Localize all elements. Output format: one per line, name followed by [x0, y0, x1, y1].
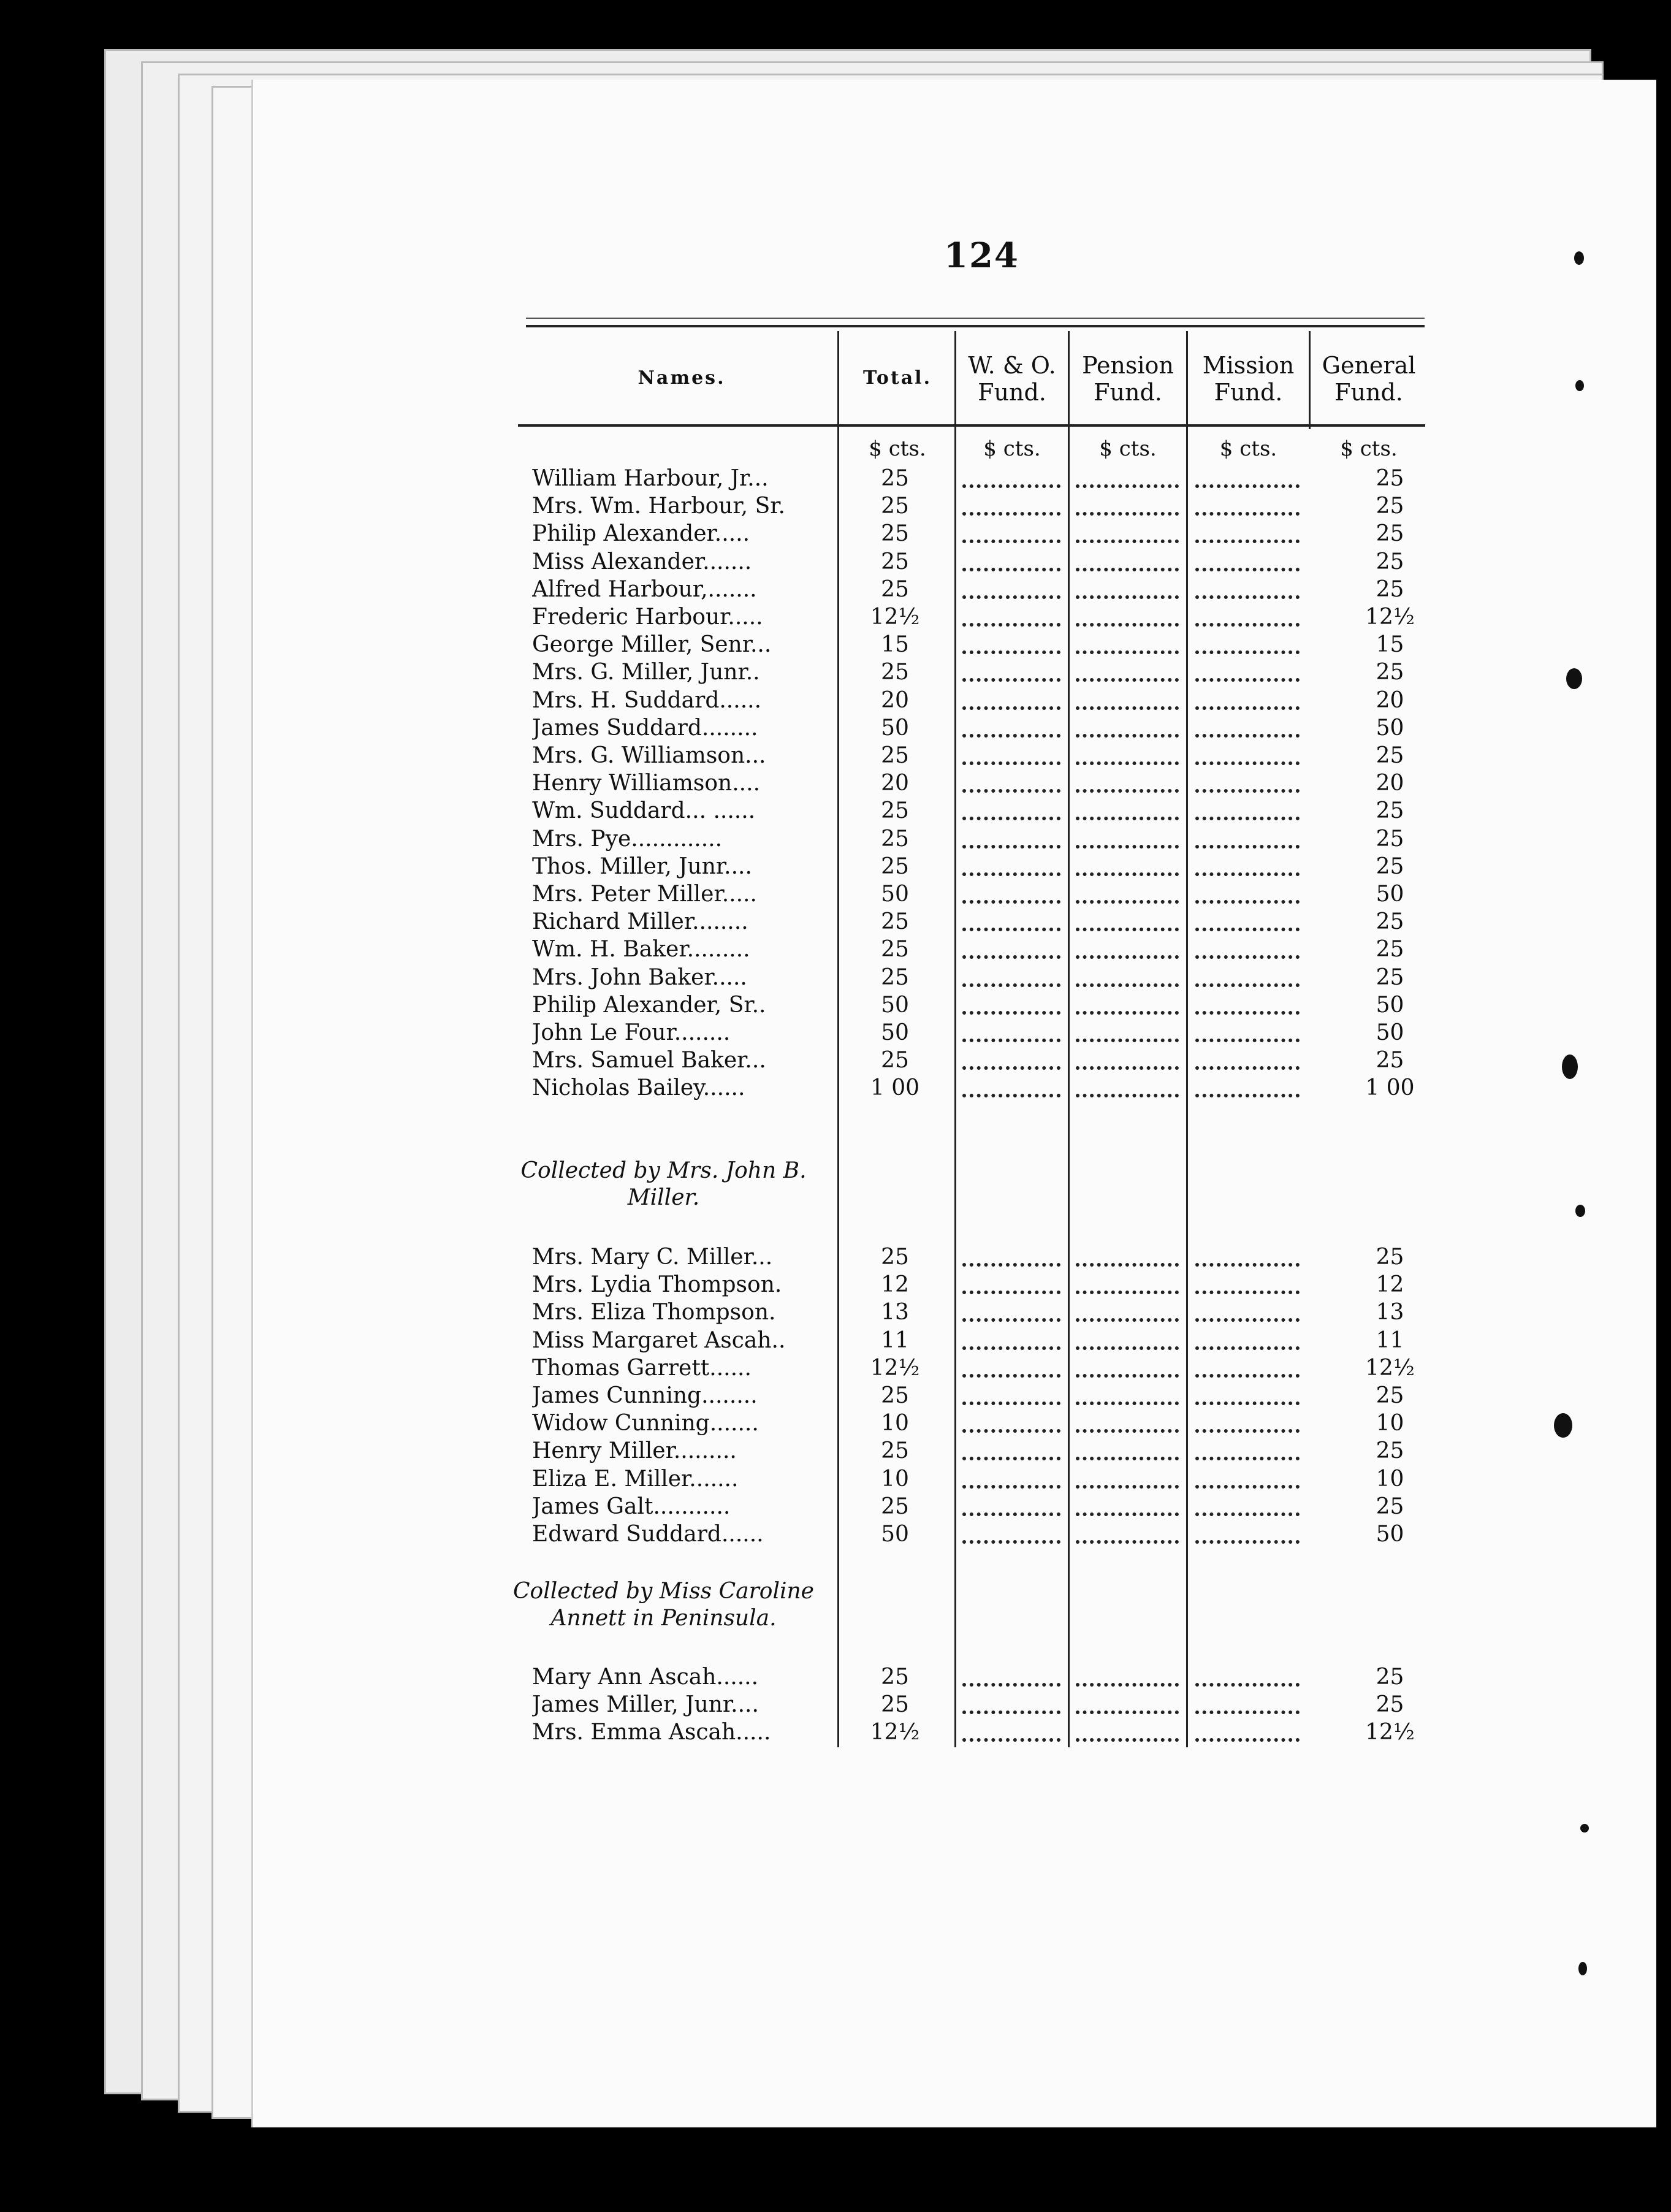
leader-dots: [962, 983, 1060, 987]
row-general: 12½: [1365, 1356, 1415, 1381]
leader-dots: [1195, 872, 1300, 876]
row-name: Mrs. John Baker.....: [532, 965, 747, 990]
row-total: 25: [881, 1245, 909, 1270]
leader-dots: [962, 1402, 1060, 1405]
leader-dots: [1076, 540, 1179, 543]
leader-dots: [1076, 706, 1179, 710]
row-total: 25: [881, 466, 909, 491]
leader-dots: [1195, 1039, 1300, 1042]
row-total: 25: [881, 1665, 909, 1690]
row-general: 50: [1376, 1020, 1404, 1045]
page-number: 124: [944, 235, 1019, 276]
leader-dots: [962, 1512, 1060, 1516]
scan-speck: [1562, 1055, 1578, 1079]
leader-dots: [1076, 1512, 1179, 1516]
leader-dots: [962, 817, 1060, 820]
row-total: 13: [881, 1300, 909, 1325]
header-mission-fund: [1188, 352, 1309, 406]
row-general: 12: [1376, 1272, 1404, 1297]
scan-speck: [1554, 1413, 1572, 1438]
leader-dots: [962, 1066, 1060, 1070]
leader-dots: [1076, 1374, 1179, 1378]
row-general: 12½: [1365, 1720, 1415, 1745]
leader-dots: [1195, 623, 1300, 627]
leader-dots: [962, 928, 1060, 931]
row-name: Alfred Harbour,.......: [532, 577, 757, 602]
leader-dots: [1076, 512, 1179, 516]
row-name: James Galt...........: [532, 1494, 731, 1519]
leader-dots: [1195, 512, 1300, 516]
header-general-fund-line1: General: [1322, 352, 1416, 379]
row-total: 25: [881, 1048, 909, 1073]
header-general-fund: [1311, 352, 1427, 406]
leader-dots: [1195, 678, 1300, 682]
row-general: 20: [1376, 771, 1404, 796]
row-name: George Miller, Senr...: [532, 632, 772, 657]
row-name: Richard Miller........: [532, 909, 748, 934]
header-mission-fund-line1: Mission: [1202, 352, 1295, 379]
row-total: 12½: [870, 1356, 920, 1381]
row-total: 25: [881, 1692, 909, 1717]
leader-dots: [1076, 817, 1179, 820]
leader-dots: [962, 1429, 1060, 1433]
leader-dots: [1076, 872, 1179, 876]
leader-dots: [962, 706, 1060, 710]
leader-dots: [1076, 568, 1179, 571]
leader-dots: [962, 845, 1060, 849]
leader-dots: [962, 678, 1060, 682]
leader-dots: [1076, 595, 1179, 599]
row-total: 25: [881, 743, 909, 768]
collector-note-2: [497, 1578, 831, 1632]
row-total: 25: [881, 1494, 909, 1519]
leader-dots: [1076, 484, 1179, 488]
row-general: 25: [1376, 798, 1404, 823]
leader-dots: [962, 1318, 1060, 1322]
row-total: 25: [881, 965, 909, 990]
leader-dots: [962, 900, 1060, 904]
leader-dots: [1076, 955, 1179, 959]
leader-dots: [1076, 1094, 1179, 1097]
row-general: 25: [1376, 1438, 1404, 1463]
column-rule: [1186, 331, 1188, 1747]
scan-speck: [1575, 380, 1584, 391]
row-name: William Harbour, Jr...: [532, 466, 769, 491]
row-total: 20: [881, 688, 909, 713]
unit-mission: $ cts.: [1219, 437, 1277, 461]
leader-dots: [1195, 900, 1300, 904]
leader-dots: [1076, 650, 1179, 654]
unit-general: $ cts.: [1340, 437, 1398, 461]
row-total: 50: [881, 993, 909, 1018]
header-pension-fund-line2: Fund.: [1094, 379, 1162, 406]
row-general: 11: [1376, 1328, 1404, 1353]
leader-dots: [1195, 1402, 1300, 1405]
row-name: Philip Alexander.....: [532, 521, 750, 546]
row-total: 12½: [870, 1720, 920, 1745]
leader-dots: [1076, 789, 1179, 793]
leader-dots: [962, 872, 1060, 876]
leader-dots: [1076, 761, 1179, 765]
leader-dots: [962, 1457, 1060, 1460]
row-total: 25: [881, 521, 909, 546]
leader-dots: [1195, 1485, 1300, 1489]
row-name: Frederic Harbour.....: [532, 604, 763, 630]
leader-dots: [1195, 789, 1300, 793]
leader-dots: [962, 1263, 1060, 1267]
row-name: Thos. Miller, Junr....: [532, 854, 752, 879]
leader-dots: [962, 650, 1060, 654]
scan-speck: [1580, 1824, 1589, 1833]
leader-dots: [962, 512, 1060, 516]
leader-dots: [1195, 1512, 1300, 1516]
row-general: 1 00: [1365, 1075, 1415, 1100]
row-name: Henry Miller.........: [532, 1438, 737, 1463]
top-rule: [526, 318, 1425, 319]
row-name: Mrs. Peter Miller.....: [532, 882, 757, 907]
leader-dots: [1195, 1291, 1300, 1294]
row-general: 25: [1376, 743, 1404, 768]
leader-dots: [1195, 845, 1300, 849]
leader-dots: [1195, 955, 1300, 959]
leader-dots: [1076, 900, 1179, 904]
leader-dots: [1195, 568, 1300, 571]
row-name: Eliza E. Miller.......: [532, 1466, 739, 1492]
leader-dots: [1195, 1429, 1300, 1433]
leader-dots: [1195, 734, 1300, 738]
row-name: Widow Cunning.......: [532, 1411, 759, 1436]
leader-dots: [962, 955, 1060, 959]
collector-note-2-line1: Collected by Miss Caroline: [513, 1579, 814, 1604]
leader-dots: [962, 568, 1060, 571]
leader-dots: [1076, 1485, 1179, 1489]
leader-dots: [1195, 706, 1300, 710]
leader-dots: [1076, 1318, 1179, 1322]
header-pension-fund: [1070, 352, 1186, 406]
header-mission-fund-line2: Fund.: [1214, 379, 1283, 406]
header-wo-fund-line2: Fund.: [978, 379, 1046, 406]
leader-dots: [1076, 1263, 1179, 1267]
row-name: Wm. Suddard... ......: [532, 798, 756, 823]
row-general: 25: [1376, 549, 1404, 574]
row-name: Mrs. G. Williamson...: [532, 743, 766, 768]
leader-dots: [1195, 1011, 1300, 1015]
row-total: 50: [881, 1020, 909, 1045]
header-pension-fund-line1: Pension: [1082, 352, 1174, 379]
leader-dots: [962, 1374, 1060, 1378]
leader-dots: [1195, 1263, 1300, 1267]
row-total: 25: [881, 909, 909, 934]
row-general: 25: [1376, 1245, 1404, 1270]
row-name: Mrs. Samuel Baker...: [532, 1048, 766, 1073]
leader-dots: [1076, 623, 1179, 627]
leader-dots: [1076, 1738, 1179, 1742]
row-total: 50: [881, 882, 909, 907]
leader-dots: [962, 1291, 1060, 1294]
row-general: 25: [1376, 826, 1404, 852]
row-general: 25: [1376, 854, 1404, 879]
leader-dots: [962, 734, 1060, 738]
leader-dots: [1195, 983, 1300, 987]
row-general: 25: [1376, 466, 1404, 491]
row-total: 15: [881, 632, 909, 657]
row-total: 10: [881, 1411, 909, 1436]
row-total: 25: [881, 549, 909, 574]
row-total: 20: [881, 771, 909, 796]
row-name: Mrs. H. Suddard......: [532, 688, 762, 713]
leader-dots: [1076, 1429, 1179, 1433]
leader-dots: [1195, 1346, 1300, 1350]
column-rule: [954, 331, 956, 1747]
row-general: 25: [1376, 937, 1404, 962]
unit-pension: $ cts.: [1099, 437, 1157, 461]
header-total: Total.: [862, 367, 932, 389]
row-total: 25: [881, 660, 909, 685]
row-name: Mary Ann Ascah......: [532, 1665, 759, 1690]
row-general: 50: [1376, 882, 1404, 907]
row-general: 13: [1376, 1300, 1404, 1325]
row-total: 11: [881, 1328, 909, 1353]
row-total: 25: [881, 798, 909, 823]
leader-dots: [962, 540, 1060, 543]
row-total: 25: [881, 854, 909, 879]
leader-dots: [1076, 678, 1179, 682]
unit-wo: $ cts.: [983, 437, 1041, 461]
leader-dots: [1195, 595, 1300, 599]
row-name: James Cunning........: [532, 1383, 758, 1408]
row-name: Wm. H. Baker.........: [532, 937, 750, 962]
leader-dots: [1195, 1457, 1300, 1460]
row-name: James Miller, Junr....: [532, 1692, 759, 1717]
leader-dots: [962, 623, 1060, 627]
row-total: 10: [881, 1466, 909, 1492]
row-general: 25: [1376, 660, 1404, 685]
row-total: 1 00: [870, 1075, 920, 1100]
row-name: Miss Margaret Ascah..: [532, 1328, 786, 1353]
leader-dots: [962, 1346, 1060, 1350]
leader-dots: [1076, 734, 1179, 738]
row-general: 25: [1376, 577, 1404, 602]
row-general: 15: [1376, 632, 1404, 657]
leader-dots: [962, 1738, 1060, 1742]
scan-border: [1656, 0, 1671, 2212]
leader-dots: [1195, 1094, 1300, 1097]
scan-speck: [1566, 668, 1582, 689]
row-name: Nicholas Bailey......: [532, 1075, 745, 1100]
row-general: 25: [1376, 1494, 1404, 1519]
column-rule: [1068, 331, 1070, 1747]
row-total: 25: [881, 577, 909, 602]
leader-dots: [1195, 1318, 1300, 1322]
leader-dots: [962, 1683, 1060, 1687]
leader-dots: [1076, 1710, 1179, 1714]
leader-dots: [962, 1011, 1060, 1015]
row-total: 25: [881, 937, 909, 962]
collector-note-1-line2: Miller.: [627, 1185, 700, 1210]
leader-dots: [1076, 845, 1179, 849]
leader-dots: [1076, 1346, 1179, 1350]
leader-dots: [1076, 1540, 1179, 1544]
row-name: John Le Four........: [532, 1020, 731, 1045]
row-general: 20: [1376, 688, 1404, 713]
row-name: Mrs. Pye.............: [532, 826, 723, 852]
collector-note-1: [497, 1157, 831, 1211]
row-name: Mrs. Emma Ascah.....: [532, 1720, 771, 1745]
row-general: 25: [1376, 521, 1404, 546]
leader-dots: [1076, 1066, 1179, 1070]
row-general: 25: [1376, 1383, 1404, 1408]
scan-speck: [1575, 1205, 1585, 1217]
leader-dots: [1195, 1710, 1300, 1714]
row-general: 12½: [1365, 604, 1415, 630]
row-total: 12½: [870, 604, 920, 630]
row-name: Mrs. G. Miller, Junr..: [532, 660, 760, 685]
scan-speck: [1578, 1962, 1587, 1975]
leader-dots: [962, 789, 1060, 793]
leader-dots: [1076, 1039, 1179, 1042]
scan-speck: [1574, 251, 1584, 265]
leader-dots: [1195, 484, 1300, 488]
leader-dots: [1195, 1066, 1300, 1070]
top-rule: [526, 325, 1425, 327]
row-general: 25: [1376, 1048, 1404, 1073]
leader-dots: [1076, 983, 1179, 987]
leader-dots: [962, 484, 1060, 488]
leader-dots: [1195, 1540, 1300, 1544]
row-general: 25: [1376, 1665, 1404, 1690]
leader-dots: [1076, 1011, 1179, 1015]
row-name: Edward Suddard......: [532, 1522, 764, 1547]
row-total: 25: [881, 1383, 909, 1408]
row-total: 25: [881, 826, 909, 852]
row-name: Mrs. Eliza Thompson.: [532, 1300, 776, 1325]
row-general: 50: [1376, 1522, 1404, 1547]
row-total: 50: [881, 715, 909, 741]
collector-note-1-line1: Collected by Mrs. John B.: [520, 1158, 807, 1183]
row-total: 12: [881, 1272, 909, 1297]
header-names: Names.: [638, 367, 726, 389]
leader-dots: [1195, 761, 1300, 765]
row-name: James Suddard........: [532, 715, 758, 741]
leader-dots: [1076, 1683, 1179, 1687]
leader-dots: [1076, 1291, 1179, 1294]
leader-dots: [962, 1094, 1060, 1097]
row-name: Mrs. Lydia Thompson.: [532, 1272, 782, 1297]
leader-dots: [962, 1485, 1060, 1489]
leader-dots: [962, 1540, 1060, 1544]
leader-dots: [962, 1710, 1060, 1714]
row-name: Henry Williamson....: [532, 771, 761, 796]
header-wo-fund-line1: W. & O.: [968, 352, 1056, 379]
leader-dots: [962, 761, 1060, 765]
row-general: 10: [1376, 1411, 1404, 1436]
leader-dots: [1195, 1738, 1300, 1742]
row-name: Mrs. Wm. Harbour, Sr.: [532, 494, 785, 519]
row-general: 25: [1376, 965, 1404, 990]
header-wo-fund: [956, 352, 1068, 406]
leader-dots: [1195, 1683, 1300, 1687]
header-rule: [518, 424, 1425, 427]
leader-dots: [1195, 1374, 1300, 1378]
row-name: Miss Alexander.......: [532, 549, 752, 574]
collector-note-2-line2: Annett in Peninsula.: [550, 1606, 777, 1631]
row-general: 50: [1376, 715, 1404, 741]
row-general: 25: [1376, 1692, 1404, 1717]
unit-total: $ cts.: [869, 437, 926, 461]
leader-dots: [1076, 928, 1179, 931]
row-general: 25: [1376, 494, 1404, 519]
leader-dots: [1195, 540, 1300, 543]
leader-dots: [962, 1039, 1060, 1042]
row-name: Mrs. Mary C. Miller...: [532, 1245, 773, 1270]
row-total: 50: [881, 1522, 909, 1547]
row-general: 50: [1376, 993, 1404, 1018]
row-name: Thomas Garrett......: [532, 1356, 752, 1381]
row-total: 25: [881, 1438, 909, 1463]
leader-dots: [1076, 1457, 1179, 1460]
leader-dots: [962, 595, 1060, 599]
leader-dots: [1076, 1402, 1179, 1405]
leader-dots: [1195, 817, 1300, 820]
row-general: 10: [1376, 1466, 1404, 1492]
row-name: Philip Alexander, Sr..: [532, 993, 766, 1018]
leader-dots: [1195, 928, 1300, 931]
leader-dots: [1195, 650, 1300, 654]
header-general-fund-line2: Fund.: [1334, 379, 1403, 406]
row-general: 25: [1376, 909, 1404, 934]
row-total: 25: [881, 494, 909, 519]
